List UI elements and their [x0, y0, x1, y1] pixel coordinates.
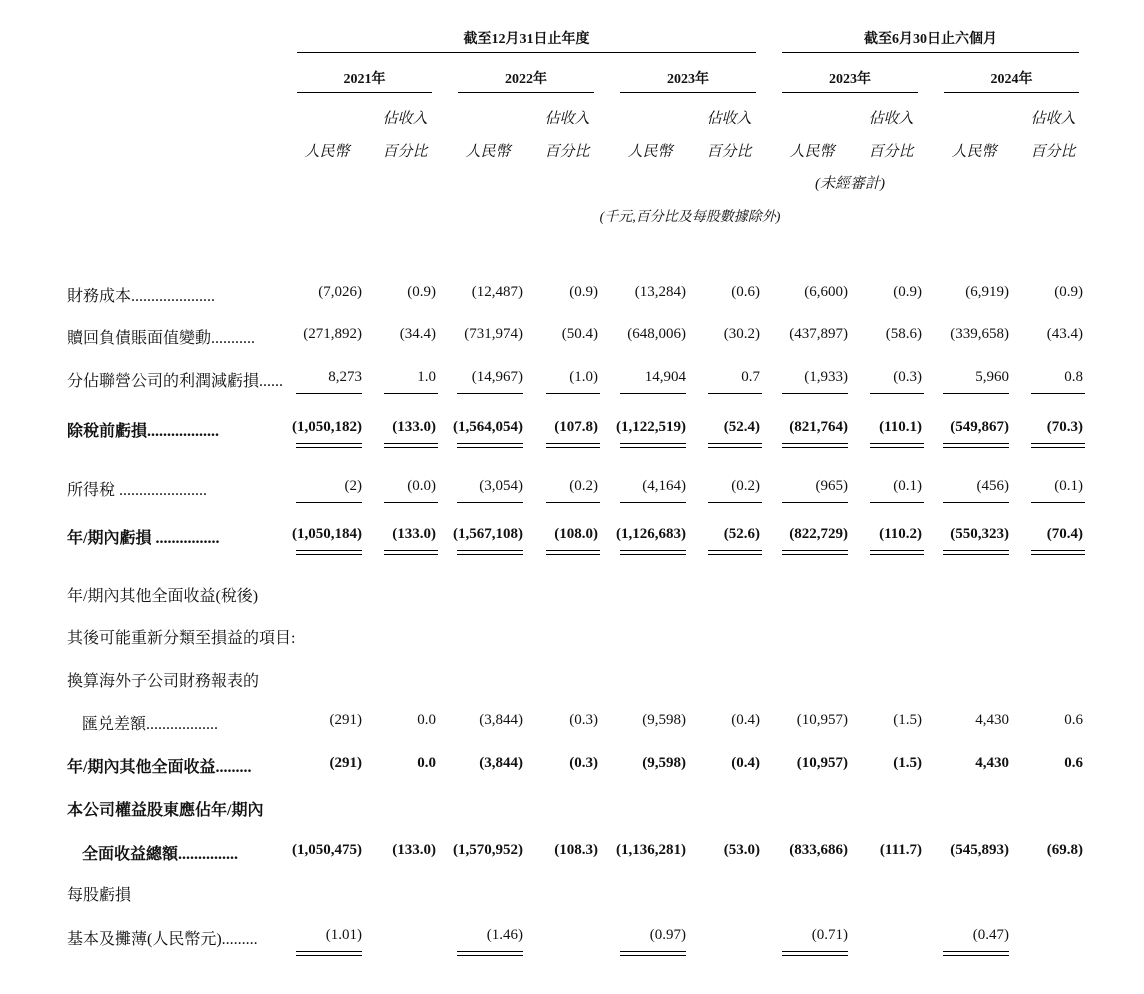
table-cell: (107.8) — [554, 419, 598, 435]
double-underline — [943, 951, 1009, 956]
double-underline — [782, 951, 848, 956]
table-cell: (1,570,952) — [453, 842, 523, 858]
single-underline — [546, 502, 600, 503]
table-cell: (52.6) — [723, 526, 760, 542]
double-underline — [708, 550, 762, 555]
table-cell: (0.97) — [649, 927, 686, 943]
table-cell: (12,487) — [471, 284, 523, 300]
table-cell: (43.4) — [1046, 326, 1083, 342]
row-label: 所得稅 ...................... — [67, 482, 208, 499]
row-label: 本公司權益股東應佔年/期內 — [67, 802, 264, 819]
rmb-column-header: 人民幣 — [951, 144, 997, 160]
table-cell: (70.4) — [1046, 526, 1083, 542]
row-label: 贖回負債賬面值變動........... — [67, 330, 256, 347]
row-label: 換算海外子公司財務報表的 — [67, 673, 260, 690]
year-header: 2021年 — [343, 72, 386, 87]
pct-column-header-line1: 佔收入 — [868, 111, 914, 127]
table-cell: 0.8 — [1064, 369, 1083, 385]
table-cell: (3,844) — [479, 755, 523, 771]
table-cell: (965) — [815, 478, 848, 494]
table-cell: (1,136,281) — [616, 842, 686, 858]
year-header: 2022年 — [505, 72, 547, 87]
single-underline — [457, 502, 523, 503]
single-underline — [296, 502, 362, 503]
row-label: 其後可能重新分類至損益的項目: — [67, 630, 296, 647]
double-underline — [546, 443, 600, 448]
table-cell: (437,897) — [789, 326, 848, 342]
row-label: 匯兑差額.................. — [82, 716, 219, 733]
table-cell: (822,729) — [789, 526, 848, 542]
table-cell: 4,430 — [975, 755, 1009, 771]
double-underline — [296, 550, 362, 555]
table-cell: (550,323) — [950, 526, 1009, 542]
table-cell: (0.3) — [569, 712, 598, 728]
year-rule — [297, 92, 432, 93]
table-cell: 0.6 — [1064, 755, 1083, 771]
table-cell: (1,050,182) — [292, 419, 362, 435]
table-cell: 14,904 — [644, 369, 686, 385]
table-cell: (0.1) — [893, 478, 922, 494]
rmb-column-header: 人民幣 — [627, 144, 673, 160]
table-cell: (50.4) — [561, 326, 598, 342]
table-cell: (52.4) — [723, 419, 760, 435]
table-cell: (0.4) — [731, 755, 760, 771]
double-underline — [1031, 550, 1085, 555]
single-underline — [782, 502, 848, 503]
pct-column-header-line2: 百分比 — [1030, 144, 1076, 160]
table-cell: (9,598) — [642, 712, 686, 728]
table-cell: 5,960 — [975, 369, 1009, 385]
table-cell: (6,919) — [965, 284, 1009, 300]
pct-column-header-line1: 佔收入 — [1030, 111, 1076, 127]
table-cell: (58.6) — [885, 326, 922, 342]
year-rule — [620, 92, 756, 93]
period-group-header: 截至12月31日止年度 — [463, 32, 590, 47]
table-cell: (133.0) — [392, 526, 436, 542]
year-header: 2023年 — [667, 72, 709, 87]
double-underline — [620, 951, 686, 956]
pct-column-header-line2: 百分比 — [706, 144, 752, 160]
table-cell: (53.0) — [723, 842, 760, 858]
year-rule — [782, 92, 918, 93]
double-underline — [870, 443, 924, 448]
table-cell: (3,844) — [479, 712, 523, 728]
group-rule — [297, 52, 756, 53]
table-cell: (110.1) — [879, 419, 922, 435]
table-cell: (7,026) — [318, 284, 362, 300]
row-label: 年/期內其他全面收益......... — [67, 759, 252, 776]
table-cell: 0.0 — [417, 755, 436, 771]
table-cell: 4,430 — [975, 712, 1009, 728]
unit-note: (千元,百分比及每股數據除外) — [599, 210, 781, 225]
table-cell: (1,564,054) — [453, 419, 523, 435]
double-underline — [457, 443, 523, 448]
table-cell: (0.3) — [569, 755, 598, 771]
single-underline — [708, 393, 762, 394]
table-cell: (0.0) — [407, 478, 436, 494]
double-underline — [708, 443, 762, 448]
row-label: 除稅前虧損.................. — [67, 423, 220, 440]
single-underline — [384, 502, 438, 503]
table-cell: (69.8) — [1046, 842, 1083, 858]
table-cell: (0.2) — [569, 478, 598, 494]
year-header: 2024年 — [990, 72, 1033, 87]
table-cell: (1.01) — [325, 927, 362, 943]
single-underline — [384, 393, 438, 394]
double-underline — [782, 550, 848, 555]
double-underline — [943, 443, 1009, 448]
table-cell: (3,054) — [479, 478, 523, 494]
pct-column-header-line2: 百分比 — [382, 144, 428, 160]
single-underline — [1031, 502, 1085, 503]
table-cell: (0.2) — [731, 478, 760, 494]
double-underline — [620, 443, 686, 448]
table-cell: (1.46) — [486, 927, 523, 943]
double-underline — [296, 951, 362, 956]
table-cell: (0.47) — [972, 927, 1009, 943]
single-underline — [782, 393, 848, 394]
table-cell: (13,284) — [634, 284, 686, 300]
row-label: 每股虧損 — [67, 887, 132, 904]
table-cell: (1.5) — [893, 755, 922, 771]
rmb-column-header: 人民幣 — [304, 144, 350, 160]
table-cell: (0.6) — [731, 284, 760, 300]
double-underline — [457, 951, 523, 956]
rmb-column-header: 人民幣 — [465, 144, 511, 160]
double-underline — [870, 550, 924, 555]
table-cell: 0.0 — [417, 712, 436, 728]
double-underline — [943, 550, 1009, 555]
table-cell: (291) — [329, 712, 362, 728]
table-cell: (0.3) — [893, 369, 922, 385]
table-cell: (6,600) — [804, 284, 848, 300]
single-underline — [546, 393, 600, 394]
period-group-header: 截至6月30日止六個月 — [864, 32, 997, 47]
table-cell: 0.7 — [741, 369, 760, 385]
table-cell: (1,122,519) — [616, 419, 686, 435]
single-underline — [870, 502, 924, 503]
table-cell: (0.9) — [893, 284, 922, 300]
table-cell: (271,892) — [303, 326, 362, 342]
table-cell: (731,974) — [464, 326, 523, 342]
table-cell: (339,658) — [950, 326, 1009, 342]
single-underline — [296, 393, 362, 394]
table-cell: (833,686) — [789, 842, 848, 858]
table-cell: (110.2) — [879, 526, 922, 542]
double-underline — [457, 550, 523, 555]
table-cell: (0.1) — [1054, 478, 1083, 494]
single-underline — [943, 502, 1009, 503]
table-cell: (34.4) — [399, 326, 436, 342]
table-cell: 1.0 — [417, 369, 436, 385]
double-underline — [782, 443, 848, 448]
unaudited-note: (未經審計) — [815, 176, 885, 192]
rmb-column-header: 人民幣 — [789, 144, 835, 160]
table-cell: (0.9) — [569, 284, 598, 300]
table-cell: (1,933) — [804, 369, 848, 385]
row-label: 全面收益總額............... — [82, 846, 239, 863]
double-underline — [620, 550, 686, 555]
table-cell: (4,164) — [642, 478, 686, 494]
double-underline — [1031, 443, 1085, 448]
table-cell: (111.7) — [879, 842, 922, 858]
table-cell: (2) — [344, 478, 362, 494]
row-label: 財務成本..................... — [67, 288, 216, 305]
table-cell: (133.0) — [392, 842, 436, 858]
table-cell: (0.9) — [1054, 284, 1083, 300]
table-cell: (0.9) — [407, 284, 436, 300]
single-underline — [708, 502, 762, 503]
table-cell: (108.0) — [554, 526, 598, 542]
table-cell: (1.5) — [893, 712, 922, 728]
double-underline — [296, 443, 362, 448]
row-label: 分佔聯營公司的利潤減虧損...... — [67, 373, 284, 390]
table-cell: (1.0) — [569, 369, 598, 385]
table-cell: (0.71) — [811, 927, 848, 943]
pct-column-header-line1: 佔收入 — [544, 111, 590, 127]
table-cell: 0.6 — [1064, 712, 1083, 728]
table-cell: (0.4) — [731, 712, 760, 728]
pct-column-header-line2: 百分比 — [544, 144, 590, 160]
row-label: 基本及攤薄(人民幣元)......... — [67, 931, 258, 948]
table-cell: (14,967) — [471, 369, 523, 385]
table-cell: (10,957) — [796, 712, 848, 728]
table-cell: (70.3) — [1046, 419, 1083, 435]
table-cell: 8,273 — [328, 369, 362, 385]
table-cell: (108.3) — [554, 842, 598, 858]
group-rule — [782, 52, 1079, 53]
single-underline — [457, 393, 523, 394]
single-underline — [870, 393, 924, 394]
single-underline — [620, 502, 686, 503]
table-cell: (1,050,475) — [292, 842, 362, 858]
table-cell: (1,050,184) — [292, 526, 362, 542]
table-cell: (648,006) — [627, 326, 686, 342]
table-cell: (821,764) — [789, 419, 848, 435]
double-underline — [546, 550, 600, 555]
year-rule — [944, 92, 1079, 93]
table-cell: (291) — [329, 755, 362, 771]
single-underline — [1031, 393, 1085, 394]
table-cell: (456) — [976, 478, 1009, 494]
table-cell: (10,957) — [796, 755, 848, 771]
table-cell: (545,893) — [950, 842, 1009, 858]
table-cell: (30.2) — [723, 326, 760, 342]
table-cell: (1,126,683) — [616, 526, 686, 542]
row-label: 年/期內虧損 ................ — [67, 530, 220, 547]
double-underline — [384, 550, 438, 555]
double-underline — [384, 443, 438, 448]
year-rule — [458, 92, 594, 93]
single-underline — [620, 393, 686, 394]
pct-column-header-line1: 佔收入 — [706, 111, 752, 127]
table-cell: (133.0) — [392, 419, 436, 435]
year-header: 2023年 — [829, 72, 871, 87]
table-cell: (1,567,108) — [453, 526, 523, 542]
table-cell: (549,867) — [950, 419, 1009, 435]
row-label: 年/期內其他全面收益(稅後) — [67, 588, 259, 605]
pct-column-header-line2: 百分比 — [868, 144, 914, 160]
table-cell: (9,598) — [642, 755, 686, 771]
single-underline — [943, 393, 1009, 394]
pct-column-header-line1: 佔收入 — [382, 111, 428, 127]
